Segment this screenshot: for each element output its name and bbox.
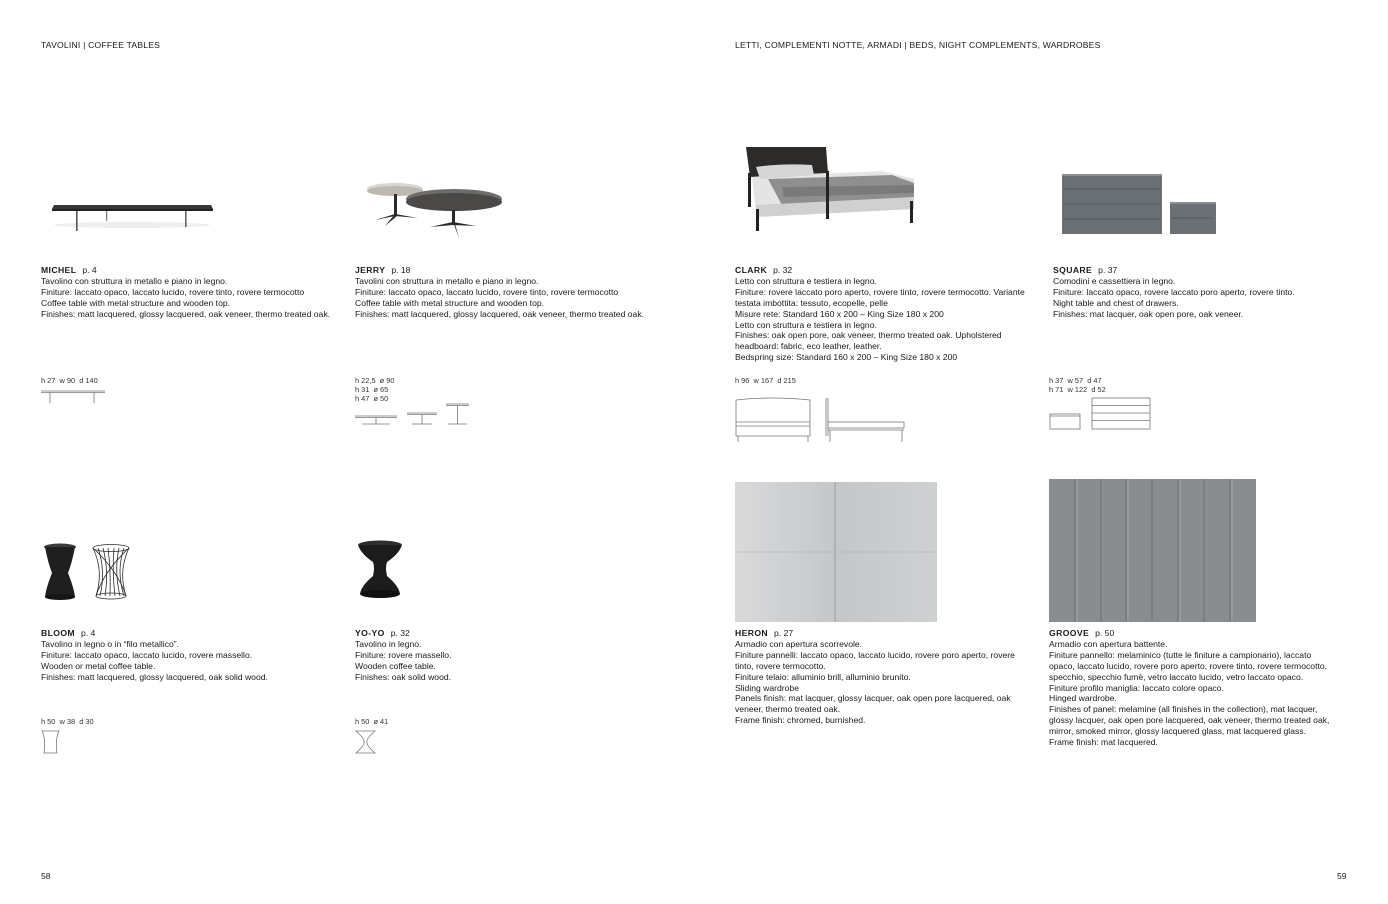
product-name: SQUARE [1053,265,1093,275]
desc-line: Finishes: oak solid wood. [355,671,452,682]
desc-line: Finiture pannello: melaminico (tutte le finiture a campionario), laccato [1049,649,1312,660]
desc-line: Finishes: matt lacquered, glossy lacquered, oak solid wood. [41,671,268,682]
michel-drawing [40,389,110,405]
jerry-drawing [354,402,474,428]
product-page-ref: p. 4 [80,628,96,638]
product-clark [735,265,1025,363]
desc-line: veneer, thermo treated oak. [735,704,841,715]
desc-line: Finishes: matt lacquered, glossy lacquered, oak veneer, thermo treated oak. [355,308,645,319]
dims-line: h 37 w 57 d 47 [1049,376,1102,385]
desc-line: Tavolino con struttura in metallo e piano in legno. [41,275,228,286]
product-page-ref: p. 4 [82,265,97,275]
product-name: CLARK [735,265,768,275]
product-bloom [41,628,268,683]
product-name: YO-YO [355,628,385,638]
page-number-left: 58 [41,871,51,881]
desc-line: Finiture: laccato opaco, laccato lucido, rovere tinto, rovere termocotto [355,286,619,297]
groove-image [1049,479,1257,622]
product-heron [735,628,1015,726]
desc-line: Finiture telaio: alluminio brill, alluminio brunito. [735,671,911,682]
dims-michel [41,376,98,385]
dims-yoyo [355,717,388,726]
desc-line: Finiture pannelli: laccato opaco, laccato lucido, rovere poro aperto, rovere [735,649,1015,660]
product-page-ref: p. 18 [391,265,411,275]
desc-line: tinto, rovere termocotto. [735,660,826,671]
dims-line: h 96 w 167 d 215 [735,376,796,385]
product-michel [41,265,330,320]
desc-line: headboard: fabric, eco leather, leather. [735,341,882,352]
desc-line: Comodini e cassettiera in legno. [1053,275,1176,286]
desc-line: Coffee table with metal structure and wooden top. [355,297,545,308]
product-name: MICHEL [41,265,77,275]
desc-line: Finishes: mat lacquer, oak open pore, oak veneer. [1053,308,1244,319]
desc-line: Misure rete: Standard 160 x 200 – King Size 180 x 200 [735,308,944,319]
dims-clark [735,376,796,385]
page-number-right: 59 [1337,871,1347,881]
desc-line: Night table and chest of drawers. [1053,297,1179,308]
desc-line: glossy lacquer, oak open pore lacquered, oak veneer, thermo treated oak, [1049,715,1330,726]
jerry-image [360,180,510,240]
product-groove [1049,628,1329,748]
desc-line: Finiture: laccato opaco, laccato lucido, rovere massello. [41,649,253,660]
product-jerry [355,265,644,320]
desc-line: Armadio con apertura battente. [1049,638,1168,649]
desc-line: Bedspring size: Standard 160 x 200 – King Size 180 x 200 [735,352,958,363]
heron-image [735,482,939,622]
dims-line: h 31 ø 65 [355,385,389,395]
desc-line: Tavolini con struttura in metallo e piano in legno. [355,275,539,286]
product-square [1053,265,1295,320]
desc-line: mirror, smoked mirror, glossy lacquered glass, mat lacquered glass. [1049,726,1306,737]
desc-line: Hinged wardrobe. [1049,693,1117,704]
section-title-beds: LETTI, COMPLEMENTI NOTTE, ARMADI | BEDS, NIGHT COMPLEMENTS, WARDROBES [735,40,1101,50]
desc-line: Tavolino in legno. [355,638,422,649]
product-name: BLOOM [41,628,75,638]
clark-image [742,143,920,238]
dims-line: h 71 w 122 d 52 [1049,385,1106,395]
dims-jerry [355,376,394,404]
bloom-drawing [40,729,62,755]
desc-line: Finiture: rovere laccato poro aperto, rovere tinto, rovere termocotto. Variante [735,286,1025,297]
dims-line: h 27 w 90 d 140 [41,376,98,385]
desc-line: Letto con struttura e testiera in legno. [735,319,877,330]
section-title-coffee-tables: TAVOLINI | COFFEE TABLES [41,40,161,50]
dims-line: h 50 ø 41 [355,717,389,726]
desc-line: Finiture profilo maniglia: laccato colore opaco. [1049,682,1224,693]
square-image [1060,172,1220,236]
product-page-ref: p. 27 [774,628,794,638]
square-drawing [1048,396,1154,432]
product-page-ref: p. 32 [390,628,410,638]
desc-line: Finishes of panel: melamine (all finishes in the collection), mat lacquer, [1049,704,1318,715]
desc-line: Wooden coffee table. [355,660,436,671]
product-name: HERON [735,628,769,638]
desc-line: Frame finish: mat lacquered. [1049,737,1158,748]
bloom-image [40,543,135,605]
desc-line: Finiture: laccato opaco, rovere laccato poro aperto, rovere tinto. [1053,286,1295,297]
dims-bloom [41,717,94,726]
desc-line: Armadio con apertura scorrevole. [735,638,863,649]
desc-line: specchio, specchio fumè, vetro laccato lucido, vetro laccato opaco. [1049,671,1304,682]
desc-line: Finiture: rovere massello. [355,649,452,660]
product-yoyo [355,628,451,683]
desc-line: Letto con struttura e testiera in legno. [735,275,877,286]
dims-line: h 50 w 38 d 30 [41,717,94,726]
desc-line: Coffee table with metal structure and wooden top. [41,297,231,308]
desc-line: Frame finish: chromed, burnished. [735,715,866,726]
desc-line: Tavolino in legno o in “filo metallico”. [41,638,180,649]
desc-line: opaco, laccato lucido, rovere poro aperto, rovere tinto, rovere termocotto, [1049,660,1328,671]
product-name: JERRY [355,265,386,275]
desc-line: Finiture: laccato opaco, laccato lucido, rovere tinto, rovere termocotto [41,286,305,297]
product-page-ref: p. 32 [773,265,793,275]
product-page-ref: p. 50 [1095,628,1115,638]
product-page-ref: p. 37 [1098,265,1118,275]
desc-line: Wooden or metal coffee table. [41,660,156,671]
dims-square [1049,376,1106,394]
desc-line: Sliding wardrobe [735,682,800,693]
clark-drawing [734,396,909,444]
desc-line: Finishes: oak open pore, oak veneer, thermo treated oak. Upholstered [735,330,1002,341]
yoyo-drawing [354,729,378,755]
desc-line: testata imbottita: tessuto, ecopelle, pelle [735,297,888,308]
yoyo-image [355,540,405,602]
desc-line: Finishes: matt lacquered, glossy lacquered, oak veneer, thermo treated oak. [41,308,331,319]
dims-line: h 22,5 ø 90 [355,376,395,385]
dims-line: h 47 ø 50 [355,394,389,404]
desc-line: Panels finish: mat lacquer, glossy lacquer, oak open pore lacquered, oak [735,693,1011,704]
product-name: GROOVE [1049,628,1090,638]
michel-image [50,195,215,235]
